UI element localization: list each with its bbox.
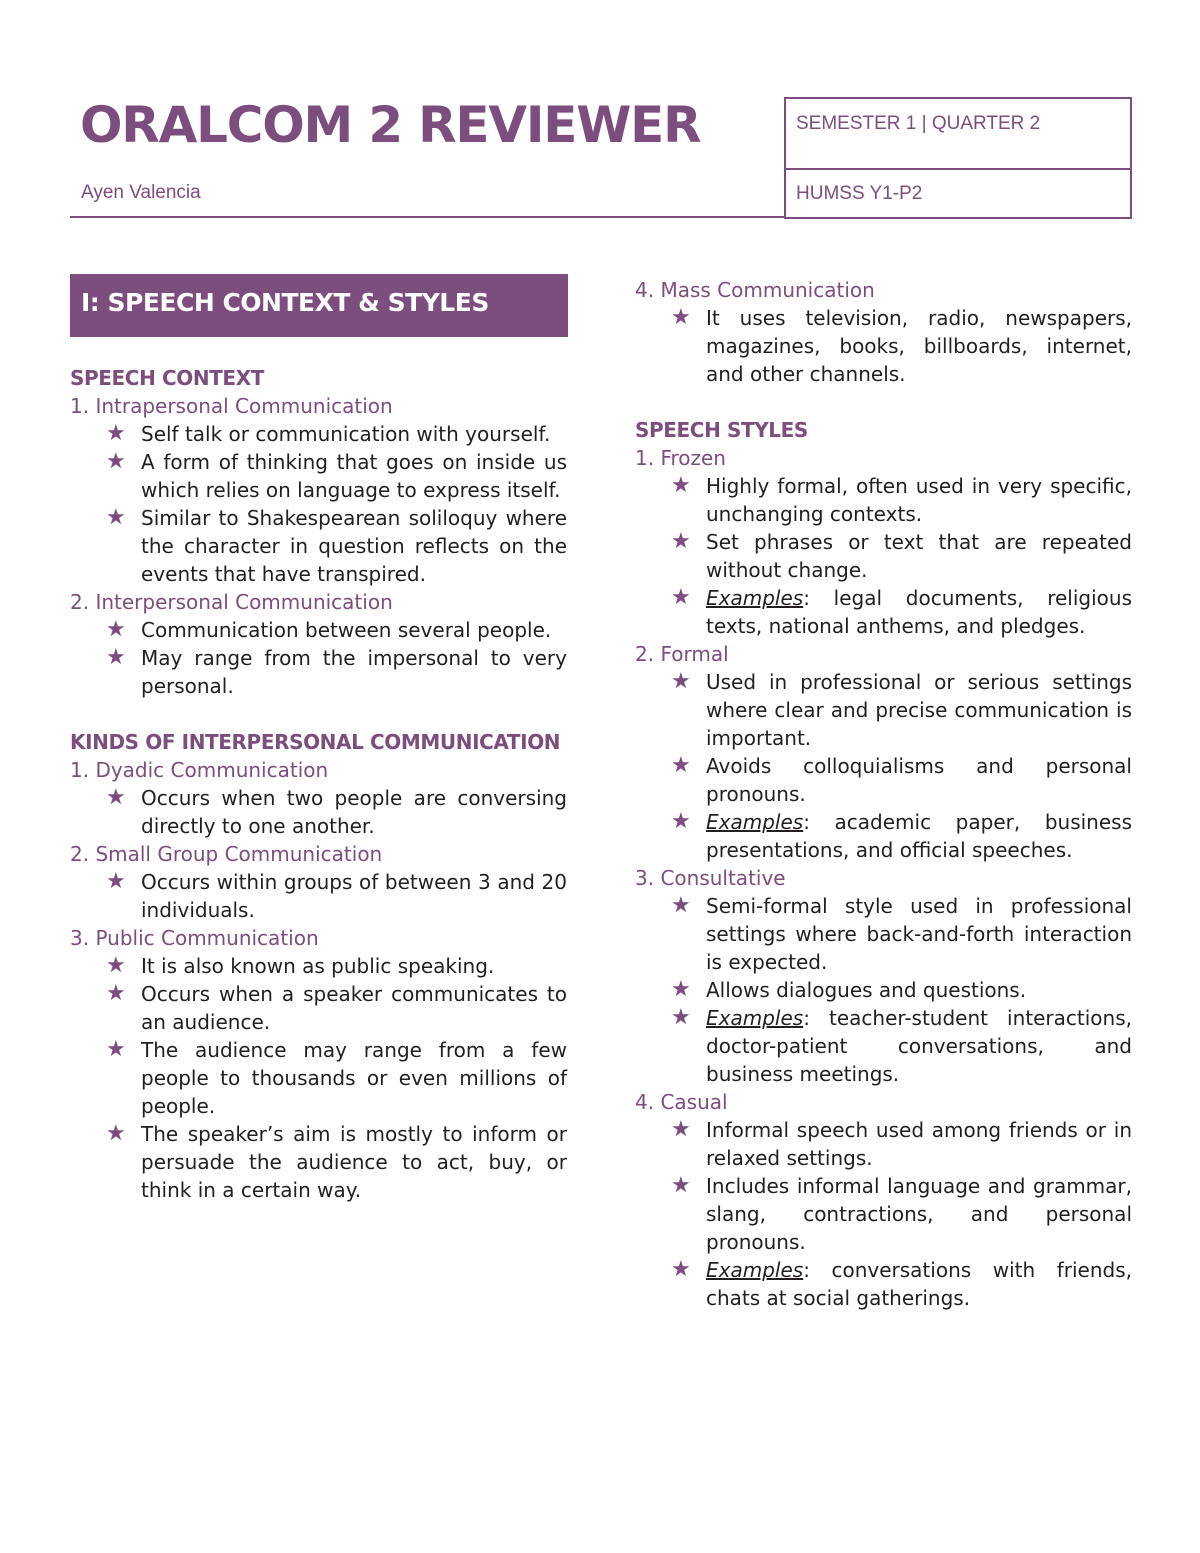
star-icon: ★ bbox=[671, 977, 691, 1002]
star-icon: ★ bbox=[671, 893, 691, 918]
list-item: ★ Semi-formal style used in professional settings where back-and-forth interaction is expected. bbox=[671, 893, 1132, 974]
list-item: ★ Occurs when a speaker communicates to an audience. bbox=[106, 981, 567, 1034]
right-column bbox=[635, 276, 1132, 1312]
list-item: ★ Occurs when two people are conversing directly to one another. bbox=[106, 785, 567, 838]
list-item: ★ Similar to Shakespearean soliloquy where the character in question reflects on the events that have transpired. bbox=[106, 505, 567, 586]
list-item: ★ Examples: academic paper, business presentations, and official speeches. bbox=[671, 809, 1132, 862]
list-item: ★ Self talk or communication with yourself. bbox=[106, 421, 551, 446]
list-item: ★ A form of thinking that goes on inside us which relies on language to express itself. bbox=[106, 449, 567, 502]
list-item: ★ Examples: teacher-student interactions, doctor-patient conversations, and business meetings. bbox=[671, 1005, 1132, 1086]
star-icon: ★ bbox=[106, 505, 126, 530]
public-points bbox=[70, 952, 567, 1204]
star-icon: ★ bbox=[106, 869, 126, 894]
list-item: ★ Set phrases or text that are repeated without change. bbox=[671, 529, 1132, 582]
list-item: ★ Occurs within groups of between 3 and 20 individuals. bbox=[106, 869, 567, 922]
author-name: Ayen Valencia bbox=[81, 182, 201, 203]
list-item: ★ May range from the impersonal to very personal. bbox=[106, 645, 567, 698]
star-icon: ★ bbox=[671, 753, 691, 778]
star-icon: ★ bbox=[106, 981, 126, 1006]
list-item: ★ Used in professional or serious settings where clear and precise communication is important. bbox=[671, 669, 1132, 750]
star-icon: ★ bbox=[106, 785, 126, 810]
star-icon: ★ bbox=[671, 669, 691, 694]
star-icon: ★ bbox=[671, 1173, 691, 1198]
star-icon: ★ bbox=[671, 473, 691, 498]
consultative-title: 3. Consultative bbox=[635, 866, 786, 890]
star-icon: ★ bbox=[106, 1037, 126, 1062]
frozen-points bbox=[635, 472, 1132, 640]
star-icon: ★ bbox=[106, 1121, 126, 1146]
examples-label: Examples bbox=[706, 810, 804, 834]
list-item: ★ Avoids colloquialisms and personal pronouns. bbox=[671, 753, 1132, 806]
star-icon: ★ bbox=[671, 305, 691, 330]
list-item: ★ Communication between several people. bbox=[106, 617, 552, 642]
star-icon: ★ bbox=[671, 1117, 691, 1142]
list-item: ★ Allows dialogues and questions. bbox=[671, 977, 1027, 1002]
list-item: ★ Informal speech used among friends or in relaxed settings. bbox=[671, 1117, 1132, 1170]
interpersonal-title: 2. Interpersonal Communication bbox=[70, 590, 393, 614]
formal-points bbox=[635, 668, 1132, 864]
header-divider bbox=[70, 216, 785, 218]
examples-label: Examples bbox=[706, 1006, 804, 1030]
mass-title: 4. Mass Communication bbox=[635, 278, 875, 302]
list-item: ★ Examples: legal documents, religious texts, national anthems, and pledges. bbox=[671, 585, 1132, 638]
list-item: ★ Examples: conversations with friends, chats at social gatherings. bbox=[671, 1257, 1132, 1310]
formal-title: 2. Formal bbox=[635, 642, 729, 666]
list-item: ★ Includes informal language and grammar, slang, contractions, and personal pronouns. bbox=[671, 1173, 1132, 1254]
semester-label: SEMESTER 1 | QUARTER 2 bbox=[796, 113, 1041, 134]
dyadic-title: 1. Dyadic Communication bbox=[70, 758, 329, 782]
star-icon: ★ bbox=[106, 449, 126, 474]
star-icon: ★ bbox=[671, 1005, 691, 1030]
class-section-label: HUMSS Y1-P2 bbox=[796, 183, 923, 204]
section-banner: I: SPEECH CONTEXT & STYLES bbox=[70, 274, 568, 337]
list-item: ★ Highly formal, often used in very specific, unchanging contexts. bbox=[671, 473, 1132, 526]
small-group-points bbox=[70, 868, 567, 924]
examples-label: Examples bbox=[706, 1258, 804, 1282]
examples-label: Examples bbox=[706, 586, 804, 610]
star-icon: ★ bbox=[106, 953, 126, 978]
star-icon: ★ bbox=[671, 585, 691, 610]
speech-styles-heading: SPEECH STYLES bbox=[635, 418, 808, 442]
star-icon: ★ bbox=[106, 645, 126, 670]
small-group-title: 2. Small Group Communication bbox=[70, 842, 383, 866]
star-icon: ★ bbox=[671, 809, 691, 834]
left-column bbox=[70, 364, 567, 1204]
star-icon: ★ bbox=[671, 1257, 691, 1282]
consultative-points bbox=[635, 892, 1132, 1088]
casual-title: 4. Casual bbox=[635, 1090, 728, 1114]
dyadic-points bbox=[70, 784, 567, 840]
public-title: 3. Public Communication bbox=[70, 926, 319, 950]
interpersonal-points bbox=[70, 616, 567, 700]
list-item: ★ It is also known as public speaking. bbox=[106, 953, 495, 978]
star-icon: ★ bbox=[671, 529, 691, 554]
list-item: ★ It uses television, radio, newspapers, magazines, books, billboards, internet, and other channels. bbox=[671, 305, 1132, 386]
page-title: ORALCOM 2 REVIEWER bbox=[80, 96, 701, 154]
star-icon: ★ bbox=[106, 617, 126, 642]
casual-points bbox=[635, 1116, 1132, 1312]
list-item: ★ The speaker’s aim is mostly to inform or persuade the audience to act, buy, or think in a certain way. bbox=[106, 1121, 567, 1202]
frozen-title: 1. Frozen bbox=[635, 446, 726, 470]
info-box-divider bbox=[786, 168, 1130, 170]
intrapersonal-title: 1. Intrapersonal Communication bbox=[70, 394, 393, 418]
speech-context-heading: SPEECH CONTEXT bbox=[70, 366, 264, 390]
intrapersonal-points bbox=[70, 420, 567, 588]
kinds-interpersonal-heading: KINDS OF INTERPERSONAL COMMUNICATION bbox=[70, 730, 561, 754]
info-box bbox=[784, 97, 1132, 219]
star-icon: ★ bbox=[106, 421, 126, 446]
mass-points bbox=[635, 304, 1132, 388]
list-item: ★ The audience may range from a few people to thousands or even millions of people. bbox=[106, 1037, 567, 1118]
